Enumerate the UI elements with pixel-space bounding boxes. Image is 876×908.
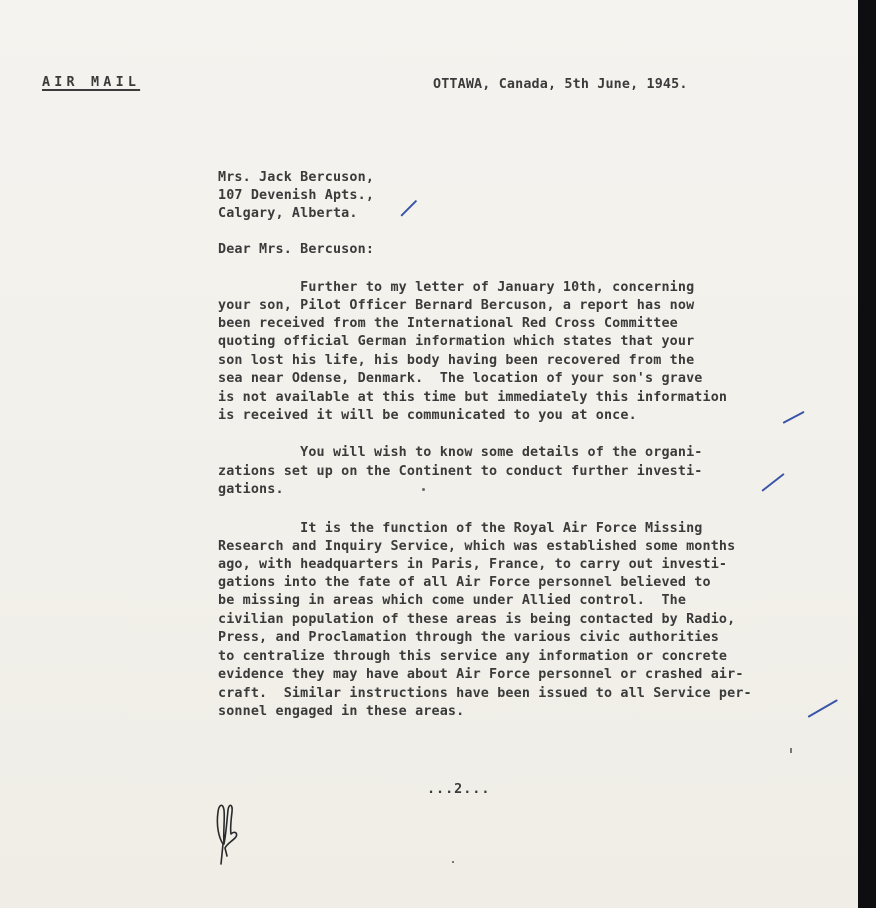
text-line: your son, Pilot Officer Bernard Bercuson, a report has now	[218, 298, 695, 313]
recipient-address: 107 Devenish Apts.,	[218, 188, 375, 203]
text-line: You will wish to know some details of the organi-	[218, 445, 703, 460]
text-line: gations into the fate of all Air Force personnel believed to	[218, 575, 711, 590]
paper-speck	[422, 488, 425, 491]
text-line: Further to my letter of January 10th, concerning	[218, 280, 695, 295]
text-line: ago, with headquarters in Paris, France, to carry out investi-	[218, 557, 728, 572]
text-line: is not available at this time but immediately this information	[218, 390, 728, 405]
text-line: gations.	[218, 482, 284, 497]
text-line: civilian population of these areas is being contacted by Radio,	[218, 612, 736, 627]
text-line: sea near Odense, Denmark. The location of your son's grave	[218, 371, 703, 386]
text-line: quoting official German information which states that your	[218, 334, 695, 349]
text-line: to centralize through this service any information or concrete	[218, 649, 728, 664]
check-mark-icon	[761, 473, 784, 492]
text-line: be missing in areas which come under Allied control. The	[218, 593, 687, 608]
handwritten-initials-icon	[213, 798, 243, 868]
text-line: Research and Inquiry Service, which was established some months	[218, 539, 736, 554]
paper-speck	[452, 861, 454, 863]
text-line: sonnel engaged in these areas.	[218, 704, 465, 719]
salutation: Dear Mrs. Bercuson:	[218, 242, 375, 257]
page-continuation-marker: ...2...	[427, 782, 491, 797]
paper-speck	[790, 748, 792, 753]
check-mark-icon	[808, 699, 838, 718]
check-mark-icon	[783, 411, 805, 424]
text-line: is received it will be communicated to you at once.	[218, 408, 637, 423]
scan-edge	[858, 0, 876, 908]
text-line: been received from the International Red Cross Committee	[218, 316, 678, 331]
text-line: zations set up on the Continent to conduct further investi-	[218, 464, 703, 479]
text-line: evidence they may have about Air Force personnel or crashed air-	[218, 667, 744, 682]
check-mark-icon	[400, 200, 417, 217]
text-line: It is the function of the Royal Air Force Missing	[218, 521, 703, 536]
air-mail-heading: AIR MAIL	[42, 75, 141, 90]
recipient-city: Calgary, Alberta.	[218, 206, 358, 221]
recipient-name: Mrs. Jack Bercuson,	[218, 170, 375, 185]
text-line: son lost his life, his body having been recovered from the	[218, 353, 695, 368]
text-line: Press, and Proclamation through the various civic authorities	[218, 630, 719, 645]
dateline: OTTAWA, Canada, 5th June, 1945.	[433, 77, 688, 92]
text-line: craft. Similar instructions have been issued to all Service per-	[218, 686, 752, 701]
